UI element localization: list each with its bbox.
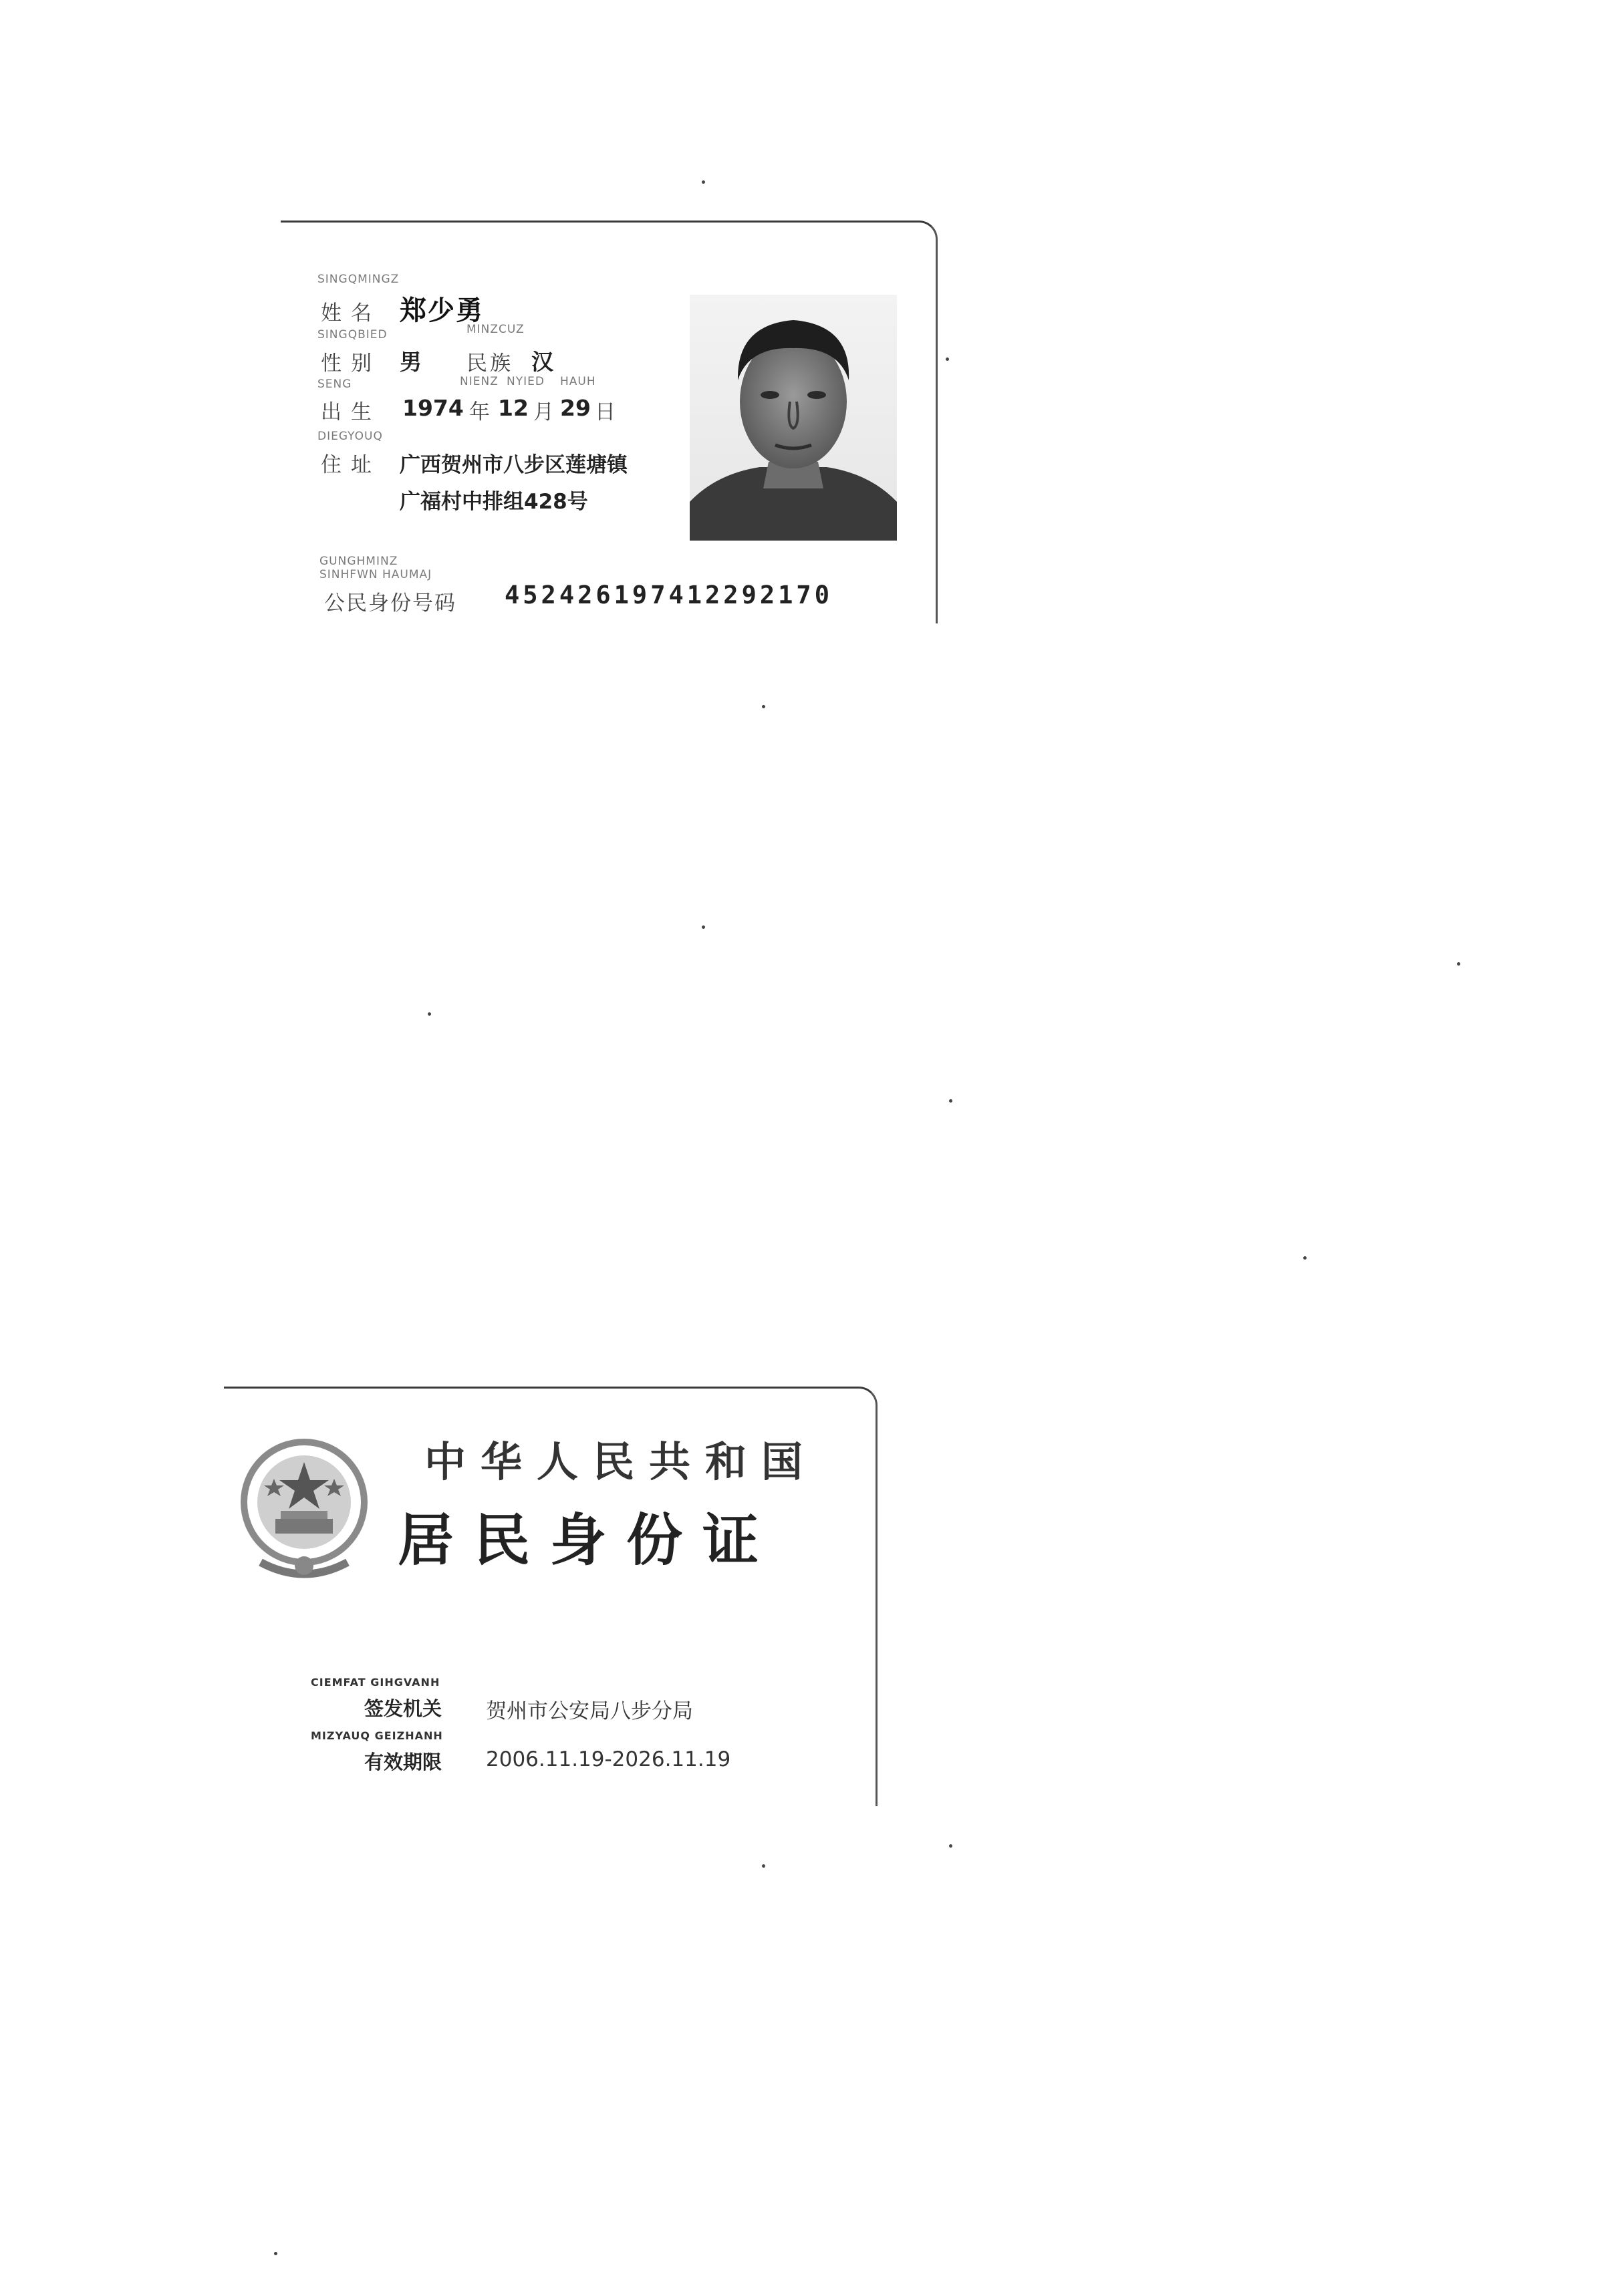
birth-year-char: 年 <box>469 400 490 424</box>
scan-speck <box>949 1099 952 1103</box>
birth-pinyin-3: NYIED <box>507 375 545 388</box>
birth-label: 出生 <box>321 400 381 424</box>
birth-day-char: 日 <box>595 400 616 424</box>
name-label: 姓名 <box>321 301 381 325</box>
gender-value: 男 <box>400 349 422 375</box>
ethnic-value: 汉 <box>531 349 553 375</box>
scan-speck <box>1457 962 1460 966</box>
scan-speck <box>946 357 949 361</box>
id-pinyin-2: SINHFWN HAUMAJ <box>319 568 432 581</box>
birth-pinyin-2: NIENZ <box>460 375 499 388</box>
id-card-back <box>224 1387 878 1806</box>
authority-pinyin: CIEMFAT GIHGVANH <box>311 1676 440 1689</box>
address-pinyin: DIEGYOUQ <box>317 430 383 443</box>
birth-year: 1974 <box>402 395 464 421</box>
validity-pinyin: MIZYAUQ GEIZHANH <box>311 1729 443 1742</box>
scan-speck <box>274 2252 277 2255</box>
card-title: 居民身份证 <box>398 1507 779 1573</box>
id-pinyin-1: GUNGHMINZ <box>319 555 398 568</box>
id-card-front <box>281 221 938 623</box>
national-emblem-icon <box>234 1432 374 1586</box>
address-line-1: 广西贺州市八步区莲塘镇 <box>400 453 628 477</box>
authority-value: 贺州市公安局八步分局 <box>486 1699 693 1723</box>
birth-pinyin-4: HAUH <box>560 375 596 388</box>
country-title: 中华人民共和国 <box>424 1437 818 1486</box>
validity-value: 2006.11.19-2026.11.19 <box>486 1747 731 1771</box>
scan-speck <box>762 1864 765 1868</box>
portrait-photo <box>690 295 897 541</box>
address-label: 住址 <box>321 453 381 477</box>
scan-speck <box>762 705 765 708</box>
birth-month: 12 <box>498 395 529 421</box>
gender-pinyin: SINGQBIED <box>317 328 388 341</box>
birth-month-char: 月 <box>533 400 554 424</box>
scan-speck <box>702 925 705 929</box>
ethnic-pinyin: MINZCUZ <box>466 323 525 336</box>
address-line-2: 广福村中排组428号 <box>400 490 588 514</box>
authority-label: 签发机关 <box>364 1697 442 1720</box>
scan-speck <box>428 1012 431 1016</box>
validity-label: 有效期限 <box>364 1751 442 1773</box>
birth-day: 29 <box>560 395 591 421</box>
id-number-label: 公民身份号码 <box>324 591 456 615</box>
scan-speck <box>949 1844 952 1848</box>
birth-pinyin-1: SENG <box>317 378 352 391</box>
scan-speck <box>702 180 705 184</box>
id-number-value: 452426197412292170 <box>505 581 833 609</box>
ethnic-label: 民族 <box>466 351 513 376</box>
scan-speck <box>1303 1256 1307 1260</box>
gender-label: 性别 <box>321 351 381 376</box>
name-pinyin: SINGQMINGZ <box>317 273 400 286</box>
name-value: 郑少勇 <box>400 295 484 326</box>
